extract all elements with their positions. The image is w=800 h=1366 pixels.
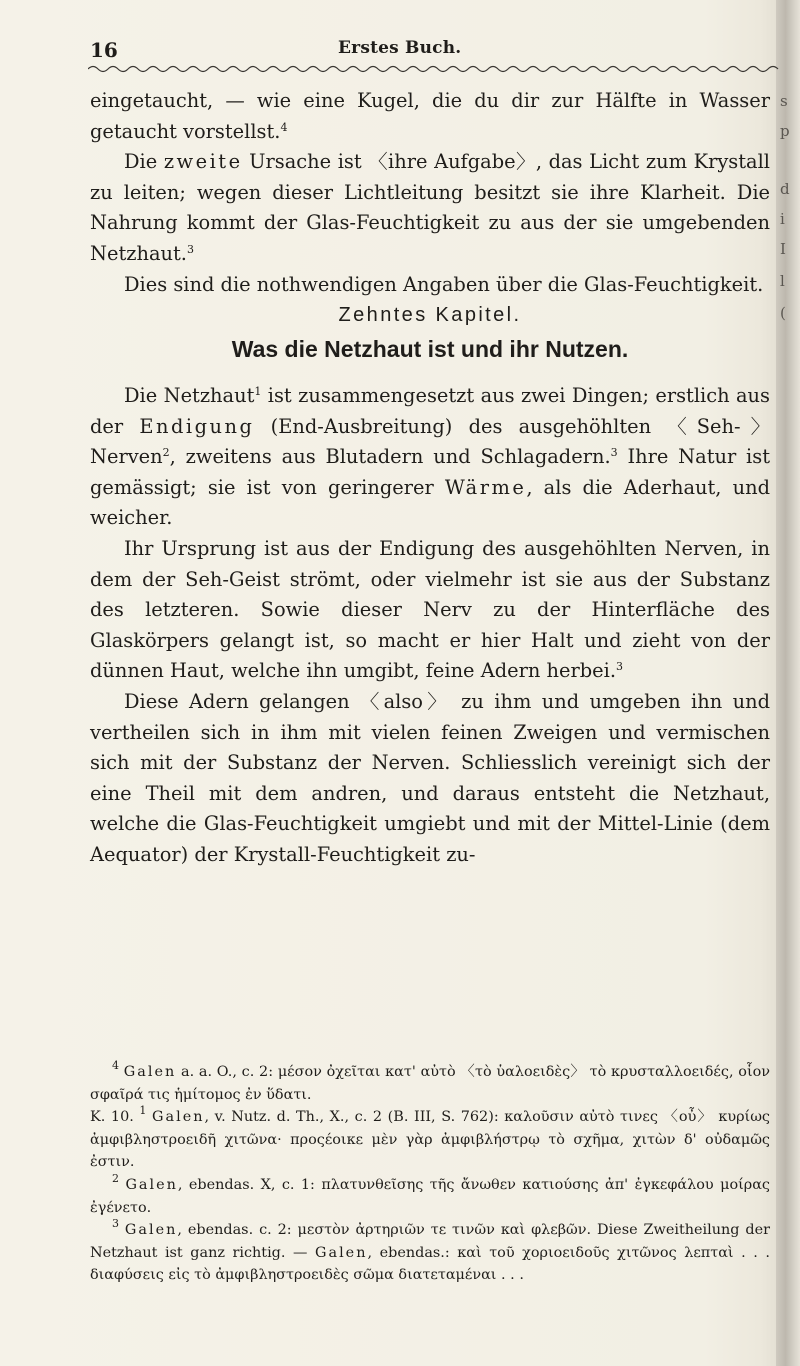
footnote-mark: 2 bbox=[112, 1171, 119, 1185]
edge-letter: ( bbox=[780, 304, 786, 322]
footnote-ref: 3 bbox=[610, 446, 618, 460]
paragraph-text: Dies sind die nothwendigen Angaben über die Glas-Feuchtigkeit. bbox=[124, 272, 764, 296]
footnote-ref: 4 bbox=[280, 120, 288, 134]
footnote-author: Galen bbox=[125, 1176, 178, 1193]
emphasis-text: zweite bbox=[163, 150, 243, 174]
paragraph bbox=[90, 270, 770, 301]
footnote-text: , v. Nutz. d. Th., X., c. 2 (B. III, S. 762): καλοῦσιν αὐτὸ τινες 〈οὖ〉 κυρίως ἀμφιβληστροειδῆ χιτῶνα· προςέοικε μὲν γὰρ ἀμφιβλήστρῳ τὸ σχῆμα, χιτὼν δ' οὐδαμῶς ἐστιν. bbox=[90, 1109, 770, 1171]
paragraph bbox=[90, 381, 770, 534]
edge-letter: d bbox=[780, 180, 790, 198]
paragraph-text: Ihre Natur ist gemässigt; sie ist von geringerer bbox=[90, 445, 771, 499]
edge-letter: I bbox=[780, 240, 786, 258]
paragraph-text: Ursache ist 〈ihre Aufgabe〉, das Licht zum Krystall zu leiten; wegen dieser Lichtleitung besitzt sie ihre Klarheit. Die Nahrung kommt der Glas-Feuchtigkeit zu aus der sie umgebenden Netzhaut. bbox=[90, 150, 770, 265]
footnote-mark: 3 bbox=[112, 1217, 119, 1231]
footnote-2 bbox=[90, 1171, 770, 1219]
footnote-text: , ebendas. c. 2: μεστὸν ἀρτηριῶν τε τινῶν καὶ φλεβῶν. Diese Zweitheilung der Netzhaut ist ganz richtig. — bbox=[90, 1222, 770, 1261]
footnote-author: Galen bbox=[315, 1244, 368, 1261]
paragraph-text: (End-Ausbreitung) des ausgehöhlten 〈Seh-〉Nerven bbox=[90, 414, 770, 469]
paragraph-text: , als die Aderhaut, und weicher. bbox=[90, 475, 771, 530]
page-header bbox=[90, 36, 790, 66]
text-block-netzhaut bbox=[90, 381, 770, 871]
paragraph bbox=[90, 534, 770, 687]
footnote-chapter-ref: K. 10. bbox=[90, 1109, 140, 1126]
footnotes bbox=[90, 1061, 770, 1287]
footnote-ref: 2 bbox=[162, 446, 170, 460]
chapter-number: Zehntes Kapitel. bbox=[338, 304, 522, 326]
paragraph-text: Die bbox=[124, 150, 164, 174]
emphasis-text: Endigung bbox=[139, 414, 255, 438]
paragraph bbox=[90, 86, 770, 147]
footnote-3 bbox=[90, 1219, 770, 1287]
paragraph bbox=[90, 147, 770, 269]
footnote-author: Galen bbox=[124, 1222, 178, 1239]
paragraph-text: Diese Adern gelangen 〈also〉 zu ihm und umgeben ihn und vertheilen sich in ihm mit vielen feinen Zweigen und vermischen sich mit der Substanz der Nerven. Schliesslich vereinigt sich der eine Theil mit dem andren, und daraus entsteht die Netzhaut, welche die Glas-Feuchtigkeit umgiebt und mit der Mittel-Linie (dem Aequator) der Krystall-Feuchtigkeit zu- bbox=[90, 689, 770, 866]
running-head: Erstes Buch. bbox=[338, 38, 462, 58]
page-number: 16 bbox=[90, 38, 118, 62]
paragraph-text: Die Netzhaut bbox=[124, 384, 255, 407]
paragraph-text: ist zusammengesetzt aus zwei Dingen; erstlich aus der bbox=[90, 384, 770, 438]
footnote-ref: 3 bbox=[186, 242, 194, 256]
footnote-text: , ebendas.: καὶ τοῦ χοριοειδοῦς χιτῶνος λεπταὶ . . . διαφύσεις εἰς τὸ ἀμφιβληστροειδὲς σῶμα διατεταμέναι . . . bbox=[90, 1244, 770, 1284]
edge-letter: l bbox=[780, 272, 785, 290]
footnote-mark: 1 bbox=[139, 1104, 147, 1118]
footnote-text: , ebendas. X, c. 1: πλατυνθεῖσης τῆς ἄνωθεν κατιούσης ἀπ' ἐγκεφάλου μοίρας ἐγένετο. bbox=[90, 1176, 770, 1216]
paragraph bbox=[90, 687, 770, 871]
footnote-ref: 1 bbox=[254, 385, 262, 398]
footnote-author: Galen bbox=[123, 1064, 177, 1080]
footnote-1 bbox=[90, 1106, 770, 1174]
paragraph-text: eingetaucht, — wie eine Kugel, die du dir zur Hälfte in Wasser getaucht vorstellst. bbox=[90, 89, 770, 143]
page-edge-shadow bbox=[776, 0, 800, 1366]
paragraph-text: Ihr Ursprung ist aus der Endigung des ausgehöhlten Nerven, in dem der Seh-Geist strömt, oder vielmehr ist sie aus der Substanz des letzteren. Sowie dieser Nerv zu der Hinterfläche des Glaskörpers gelangt ist, so macht er hier Halt und zieht von der dünnen Haut, welche ihn umgibt, feine Adern herbei. bbox=[90, 536, 770, 683]
emphasis-text: Wärme bbox=[444, 475, 527, 499]
edge-letter: s bbox=[780, 92, 788, 110]
header-ornament-rule bbox=[88, 64, 780, 74]
paragraph-text: , zweitens aus Blutadern und Schlagadern. bbox=[169, 445, 611, 469]
footnote-mark: 4 bbox=[112, 1059, 119, 1072]
text-block-glas-feuchtigkeit bbox=[90, 86, 770, 300]
chapter-heading: Was die Netzhaut ist und ihr Nutzen. bbox=[231, 336, 629, 362]
footnote-text: a. a. O., c. 2: μέσον ὀχεῖται κατ' αὐτὸ 〈τὸ ὑαλοειδὲς〉 τὸ κρυσταλλοειδές, οἷον σφαῖρά τις ἡμίτομος ἐν ὕδατι. bbox=[90, 1064, 770, 1103]
edge-letter: i bbox=[780, 210, 785, 228]
footnote-ref: 3 bbox=[616, 660, 623, 674]
footnote-author: Galen bbox=[152, 1109, 205, 1126]
footnote-4 bbox=[90, 1061, 770, 1106]
edge-letter: p bbox=[780, 122, 790, 140]
